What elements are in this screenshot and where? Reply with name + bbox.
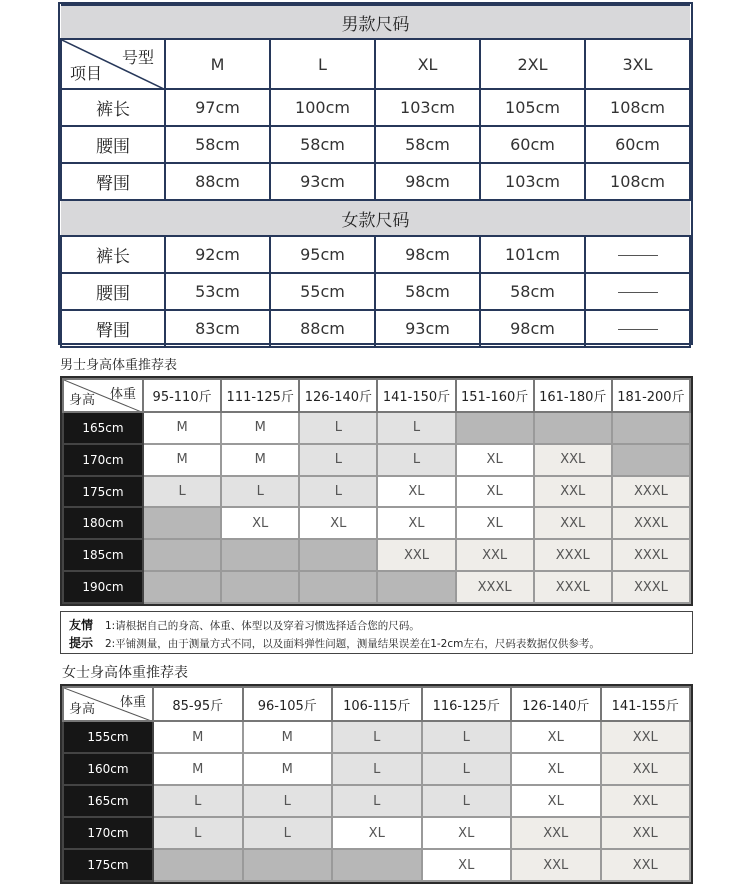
size-cell: L [422,785,512,817]
corner-header-cell [63,687,153,721]
size-cell: XXL [601,849,691,881]
size-cell: L [143,476,221,508]
table-cell: 100cm [270,89,375,126]
size-cell: L [377,412,455,444]
table-row [61,236,690,273]
men-recommendation-title: 男士身高体重推荐表 [60,358,178,373]
height-label: 170cm [63,817,153,849]
weight-header: 126-140斤 [511,687,601,721]
weight-header: 181-200斤 [612,379,690,412]
size-cell: XL [511,785,601,817]
empty-cell [143,539,221,571]
empty-cell [221,571,299,603]
size-cell: XXXL [612,571,690,603]
size-cell: L [299,444,377,476]
empty-cell [243,849,333,881]
size-cell: M [221,412,299,444]
size-cell: XL [511,721,601,753]
size-cell: M [221,444,299,476]
table-row [61,89,690,126]
height-label: 170cm [63,444,143,476]
table-cell: 88cm [270,310,375,347]
tips-box [60,611,693,654]
weight-header: 116-125斤 [422,687,512,721]
size-cell: XL [456,476,534,508]
height-label: 175cm [63,476,143,508]
empty-dash-cell [585,310,690,347]
weight-header: 85-95斤 [153,687,243,721]
table-row [63,785,690,817]
size-cell: L [243,817,333,849]
weight-header: 111-125斤 [221,379,299,412]
empty-cell [612,444,690,476]
table-cell: 103cm [480,163,585,200]
size-cell: XXL [534,444,612,476]
table-cell: 53cm [165,273,270,310]
height-label: 180cm [63,507,143,539]
size-cell: XXL [534,476,612,508]
table-row [61,310,690,347]
size-cell: L [299,412,377,444]
table-cell: 58cm [165,126,270,163]
weight-header: 126-140斤 [299,379,377,412]
men-recommendation-table [60,376,693,606]
size-cell: XL [299,507,377,539]
height-label: 160cm [63,753,153,785]
weight-header: 106-115斤 [332,687,422,721]
size-cell: XXXL [612,507,690,539]
table-cell: 60cm [480,126,585,163]
table-row [63,817,690,849]
size-cell: M [153,753,243,785]
size-cell: XL [221,507,299,539]
table-cell: 103cm [375,89,480,126]
size-cell: L [377,444,455,476]
table-row [61,126,690,163]
weight-header: 96-105斤 [243,687,333,721]
corner-label-height: 身高 [69,702,96,717]
size-cell: XL [456,507,534,539]
size-cell: L [299,476,377,508]
tips-heading-2: 提示 [69,636,94,650]
empty-dash-cell [585,236,690,273]
size-cell: L [332,785,422,817]
corner-label-item: 项目 [70,64,103,83]
size-cell: XXL [601,785,691,817]
weight-header: 141-150斤 [377,379,455,412]
size-cell: M [143,412,221,444]
size-header: L [270,39,375,89]
corner-header-cell [61,39,165,89]
size-cell: XL [377,507,455,539]
size-cell: M [143,444,221,476]
women-recommendation-title: 女士身高体重推荐表 [62,665,188,681]
empty-cell [299,539,377,571]
weight-header: 141-155斤 [601,687,691,721]
size-cell: XXL [534,507,612,539]
empty-cell [143,507,221,539]
size-header: M [165,39,270,89]
table-cell: 98cm [375,163,480,200]
table-cell: 108cm [585,89,690,126]
size-cell: XXL [601,817,691,849]
size-header: 2XL [480,39,585,89]
empty-dash-cell [585,273,690,310]
table-cell: 93cm [375,310,480,347]
size-chart-table [58,2,693,345]
size-cell: XXXL [534,539,612,571]
corner-header-cell [63,379,143,412]
table-row [63,412,690,444]
size-cell: M [153,721,243,753]
size-cell: XXL [511,849,601,881]
corner-label-height: 身高 [69,393,96,408]
table-row [63,721,690,753]
size-cell: L [243,785,333,817]
table-cell: 108cm [585,163,690,200]
size-cell: L [422,753,512,785]
row-label: 腰围 [61,273,165,310]
row-label: 臀围 [61,310,165,347]
weight-header: 95-110斤 [143,379,221,412]
table-row [63,539,690,571]
size-cell: L [332,721,422,753]
table-row [63,507,690,539]
table-cell: 95cm [270,236,375,273]
size-cell: XXXL [456,571,534,603]
table-cell: 98cm [480,310,585,347]
empty-cell [332,849,422,881]
table-cell: 101cm [480,236,585,273]
size-cell: L [221,476,299,508]
height-label: 165cm [63,412,143,444]
empty-cell [534,412,612,444]
empty-cell [143,571,221,603]
women-size-title: 女款尺码 [61,200,690,236]
row-label: 臀围 [61,163,165,200]
size-cell: XL [422,849,512,881]
table-cell: 88cm [165,163,270,200]
size-cell: XL [511,753,601,785]
empty-cell [377,571,455,603]
table-row [63,571,690,603]
size-cell: M [243,721,333,753]
empty-cell [299,571,377,603]
tips-heading-1: 友情 [69,618,94,632]
table-row [63,444,690,476]
size-cell: XL [456,444,534,476]
table-cell: 93cm [270,163,375,200]
table-row [63,849,690,881]
size-header: XL [375,39,480,89]
row-label: 裤长 [61,89,165,126]
table-cell: 58cm [480,273,585,310]
table-cell: 55cm [270,273,375,310]
size-cell: XXL [511,817,601,849]
size-cell: L [153,785,243,817]
row-label: 腰围 [61,126,165,163]
height-label: 185cm [63,539,143,571]
table-cell: 105cm [480,89,585,126]
tip-line-2: 2:平铺测量，由于测量方式不同，以及面料弹性问题，测量结果误差在1-2cm左右，尺码表数据仅供参考。 [105,638,600,650]
table-cell: 58cm [375,273,480,310]
size-cell: M [243,753,333,785]
height-label: 175cm [63,849,153,881]
size-header: 3XL [585,39,690,89]
size-cell: XXL [601,721,691,753]
height-label: 155cm [63,721,153,753]
size-cell: L [422,721,512,753]
size-cell: XXL [601,753,691,785]
empty-cell [456,412,534,444]
size-cell: L [332,753,422,785]
table-row [63,753,690,785]
empty-cell [221,539,299,571]
weight-header: 151-160斤 [456,379,534,412]
empty-cell [612,412,690,444]
row-label: 裤长 [61,236,165,273]
corner-label-weight: 体重 [119,695,146,710]
corner-label-weight: 体重 [109,387,136,402]
size-cell: XXXL [534,571,612,603]
tip-line-1: 1:请根据自己的身高、体重、体型以及穿着习惯选择适合您的尺码。 [105,620,420,632]
table-cell: 58cm [270,126,375,163]
weight-header: 161-180斤 [534,379,612,412]
empty-cell [153,849,243,881]
size-cell: XL [422,817,512,849]
table-cell: 60cm [585,126,690,163]
table-row [61,273,690,310]
height-label: 165cm [63,785,153,817]
size-cell: XXL [456,539,534,571]
table-row [61,163,690,200]
table-cell: 58cm [375,126,480,163]
table-cell: 98cm [375,236,480,273]
size-cell: XXXL [612,476,690,508]
women-recommendation-table [60,684,693,884]
height-label: 190cm [63,571,143,603]
size-cell: XL [332,817,422,849]
table-cell: 83cm [165,310,270,347]
corner-label-size: 号型 [121,48,154,67]
size-cell: XXXL [612,539,690,571]
size-cell: L [153,817,243,849]
table-cell: 92cm [165,236,270,273]
men-size-title: 男款尺码 [61,5,690,39]
size-cell: XXL [377,539,455,571]
table-row [63,476,690,508]
table-cell: 97cm [165,89,270,126]
size-cell: XL [377,476,455,508]
